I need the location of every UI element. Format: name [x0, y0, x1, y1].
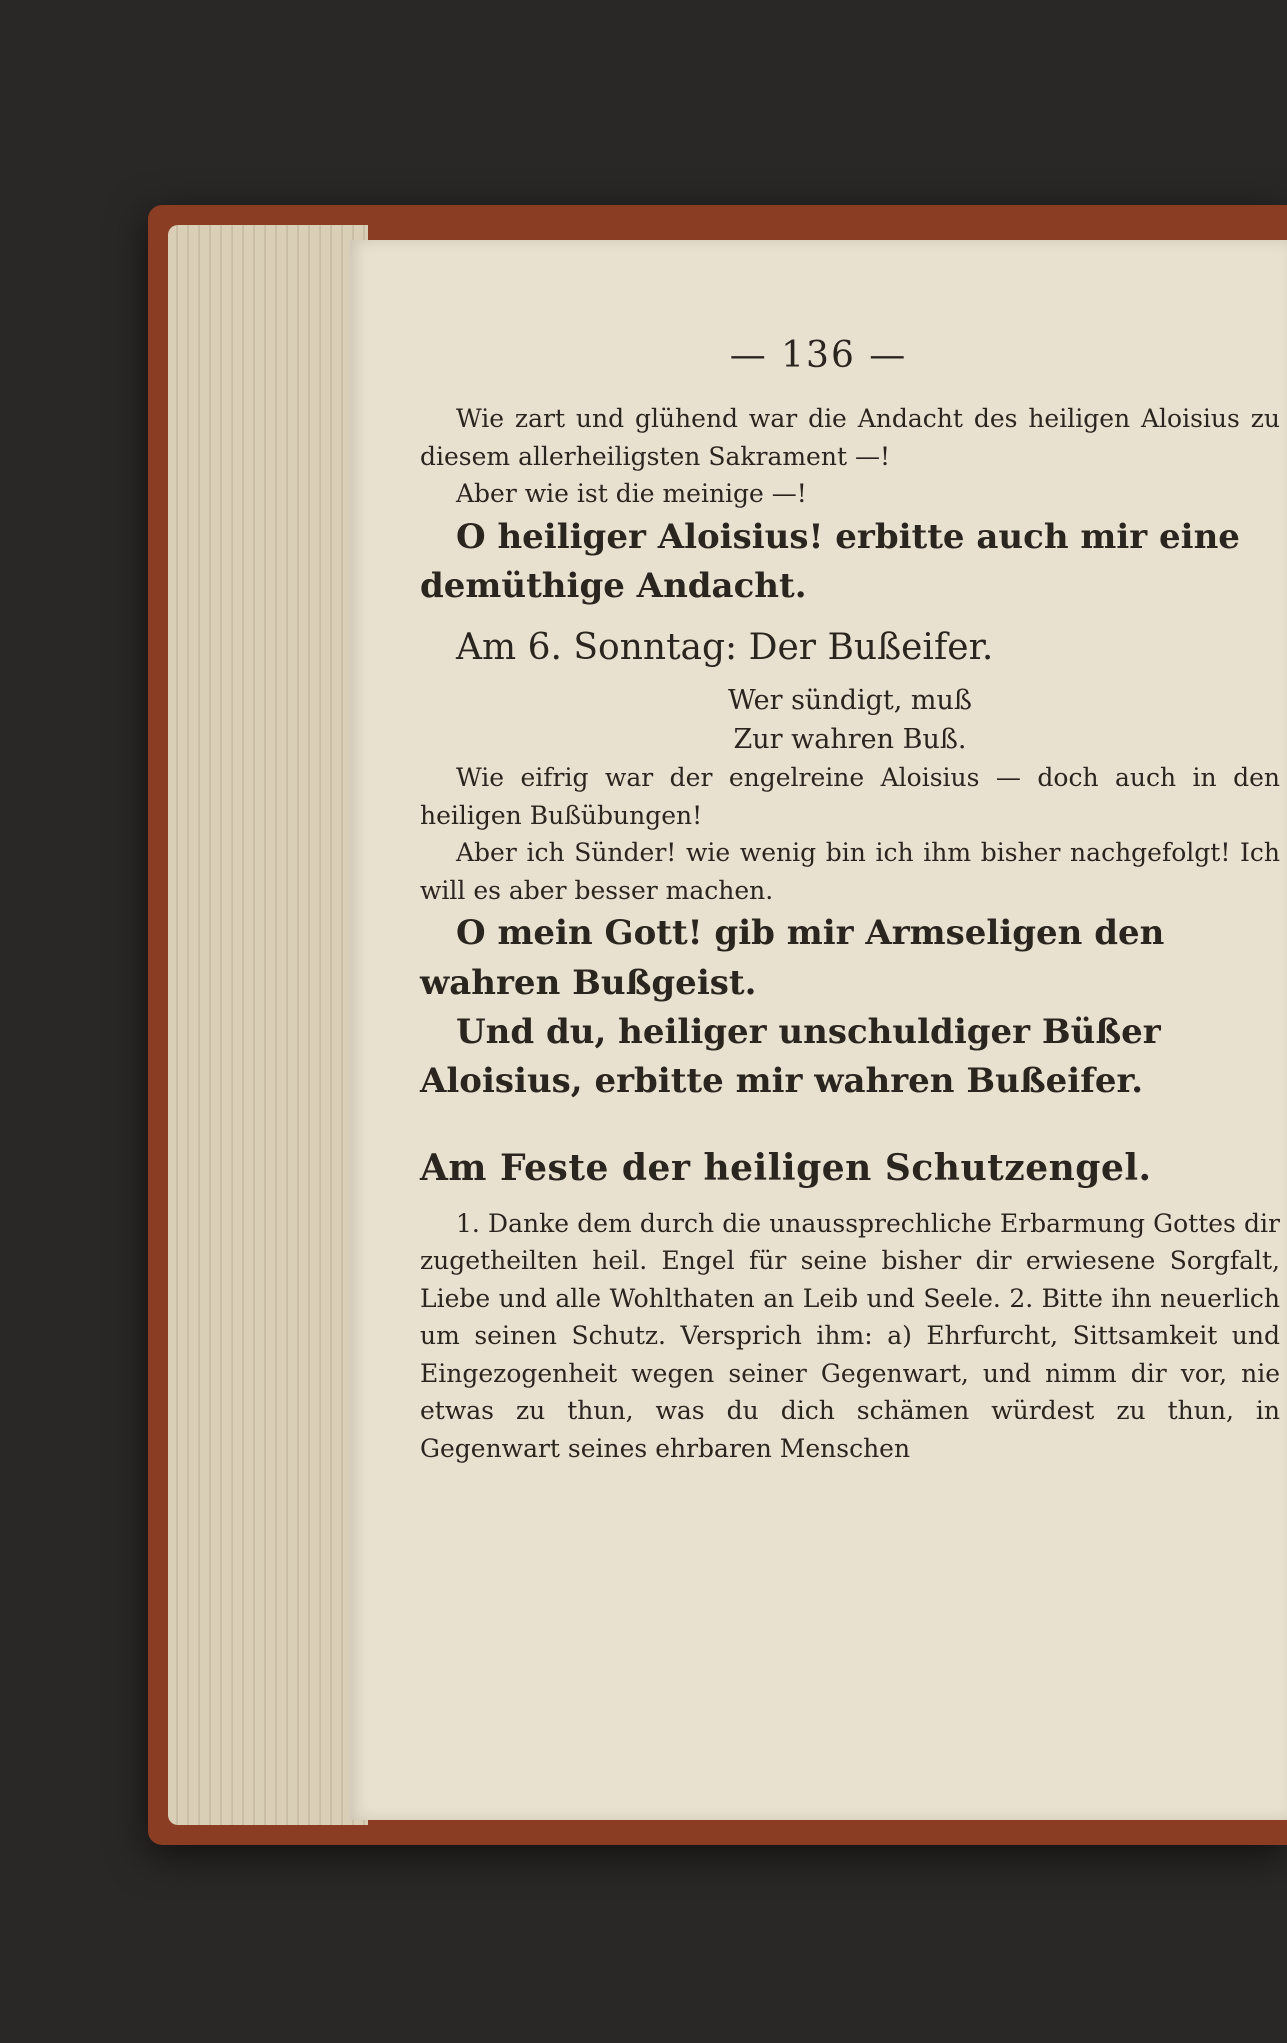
page-number: — 136 —: [729, 335, 908, 376]
paragraph-5: 1. Danke dem durch die unaussprechliche Erbarmung Gottes dir zugetheilten heil. Engel für seine bisher dir erwiesene Sorgfalt, Liebe und alle Wohlthaten an Leib und Seele. 2. Bitte ihn neuerlich um seinen Schutz. Versprich ihm: a) Ehrfurcht, Sittsamkeit und Eingezogenheit wegen seiner Gegenwart, und nimm dir vor, nie etwas zu thun, was du dich schämen würdest zu thun, in Gegenwart seines ehrbaren Menschen: [420, 1208, 1280, 1463]
page-edges: [168, 225, 368, 1825]
verse-line-2: Zur wahren Buß.: [733, 724, 967, 756]
prayer-1: O heiliger Aloisius! erbitte auch mir eine demüthige Andacht.: [420, 516, 1240, 606]
book-page: [350, 240, 1287, 1820]
heading-feast: Am Feste der heiligen Schutzengel.: [420, 1146, 1152, 1189]
paragraph-2: Aber wie ist die meinige —!: [456, 479, 807, 508]
heading-sunday: Am 6. Sonntag: Der Bußeifer.: [456, 627, 994, 669]
paragraph-4: Aber ich Sünder! wie wenig bin ich ihm bisher nachgefolgt! Ich will es aber besser machen.: [420, 838, 1280, 905]
paragraph-1: Wie zart und glühend war die Andacht des heiligen Aloisius zu diesem allerheiligsten Sakrament —!: [420, 404, 1280, 471]
paragraph-3: Wie eifrig war der engelreine Aloisius — doch auch in den heiligen Bußübungen!: [420, 763, 1280, 830]
page-text: [420, 400, 1280, 1467]
verse-line-1: Wer sündigt, muß: [728, 685, 972, 717]
prayer-3: Und du, heiliger unschuldiger Büßer Aloisius, erbitte mir wahren Bußeifer.: [420, 1011, 1161, 1102]
prayer-2: O mein Gott! gib mir Armseligen den wahren Bußgeist.: [420, 913, 1165, 1003]
